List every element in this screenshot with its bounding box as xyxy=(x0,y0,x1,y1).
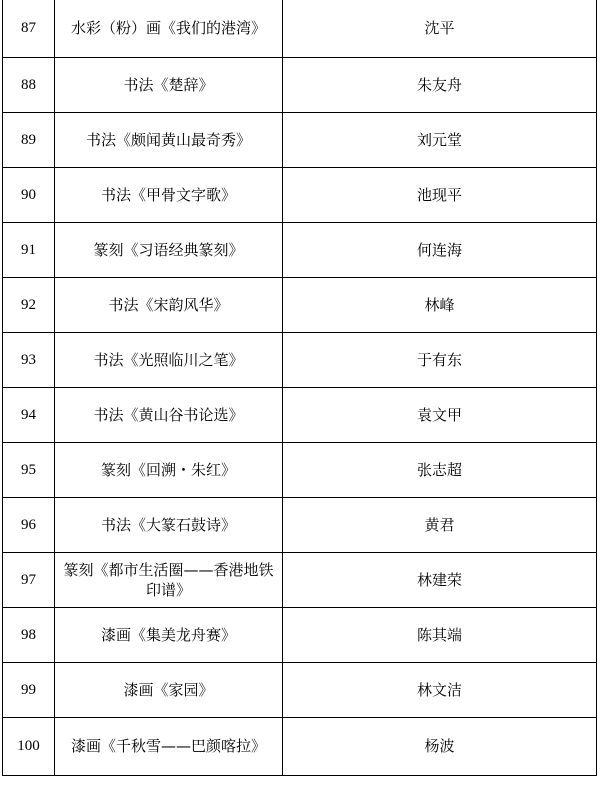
author-name: 杨波 xyxy=(283,717,597,775)
row-number: 92 xyxy=(3,277,55,332)
table-row xyxy=(3,442,597,497)
row-number: 91 xyxy=(3,222,55,277)
table-row xyxy=(3,662,597,717)
author-name: 黄君 xyxy=(283,497,597,552)
work-title: 篆刻《习语经典篆刻》 xyxy=(55,222,283,277)
author-name: 池现平 xyxy=(283,167,597,222)
author-name: 刘元堂 xyxy=(283,112,597,167)
work-title: 漆画《千秋雪——巴颜喀拉》 xyxy=(55,717,283,775)
table-row xyxy=(3,387,597,442)
work-title: 书法《甲骨文字歌》 xyxy=(55,167,283,222)
table-row xyxy=(3,57,597,112)
work-title: 漆画《家园》 xyxy=(55,662,283,717)
author-name: 于有东 xyxy=(283,332,597,387)
author-name: 陈其端 xyxy=(283,607,597,662)
row-number: 96 xyxy=(3,497,55,552)
work-title: 水彩（粉）画《我们的港湾》 xyxy=(55,0,283,57)
row-number: 95 xyxy=(3,442,55,497)
awards-table-body xyxy=(3,0,597,775)
table-row xyxy=(3,552,597,607)
work-title: 书法《光照临川之笔》 xyxy=(55,332,283,387)
work-title: 书法《宋韵风华》 xyxy=(55,277,283,332)
work-title: 篆刻《回溯・朱红》 xyxy=(55,442,283,497)
work-title: 书法《楚辞》 xyxy=(55,57,283,112)
author-name: 朱友舟 xyxy=(283,57,597,112)
work-title: 书法《颇闻黄山最奇秀》 xyxy=(55,112,283,167)
row-number: 99 xyxy=(3,662,55,717)
author-name: 何连海 xyxy=(283,222,597,277)
work-title: 篆刻《都市生活圈——香港地铁印谱》 xyxy=(55,552,283,607)
table-row xyxy=(3,717,597,775)
table-row xyxy=(3,332,597,387)
table-row xyxy=(3,277,597,332)
row-number: 88 xyxy=(3,57,55,112)
row-number: 89 xyxy=(3,112,55,167)
table-row xyxy=(3,112,597,167)
row-number: 97 xyxy=(3,552,55,607)
awards-table xyxy=(2,0,597,776)
row-number: 94 xyxy=(3,387,55,442)
author-name: 林峰 xyxy=(283,277,597,332)
author-name: 林建荣 xyxy=(283,552,597,607)
row-number: 90 xyxy=(3,167,55,222)
row-number: 87 xyxy=(3,0,55,57)
table-row xyxy=(3,167,597,222)
row-number: 98 xyxy=(3,607,55,662)
table-row xyxy=(3,0,597,57)
row-number: 100 xyxy=(3,717,55,775)
work-title: 书法《黄山谷书论选》 xyxy=(55,387,283,442)
author-name: 袁文甲 xyxy=(283,387,597,442)
work-title: 漆画《集美龙舟赛》 xyxy=(55,607,283,662)
table-row xyxy=(3,607,597,662)
table-row xyxy=(3,497,597,552)
work-title: 书法《大篆石鼓诗》 xyxy=(55,497,283,552)
table-row xyxy=(3,222,597,277)
author-name: 林文洁 xyxy=(283,662,597,717)
row-number: 93 xyxy=(3,332,55,387)
author-name: 沈平 xyxy=(283,0,597,57)
author-name: 张志超 xyxy=(283,442,597,497)
